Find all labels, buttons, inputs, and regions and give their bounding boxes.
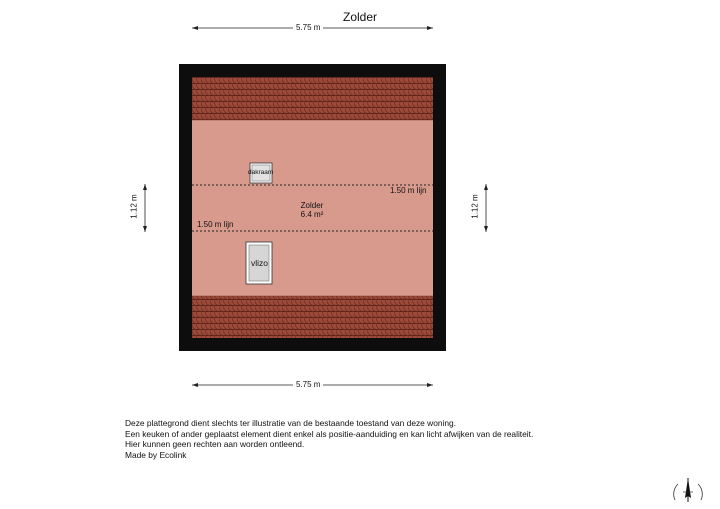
dimension-left-label: 1.12 m <box>130 191 139 221</box>
room-area: 6.4 m² <box>300 210 324 219</box>
disclaimer-line: Deze plattegrond dient slechts ter illustratie van de bestaande toestand van deze woning. <box>125 418 457 428</box>
north-arrow-icon <box>674 478 703 502</box>
room-label <box>291 201 333 219</box>
left-dimension <box>143 184 147 232</box>
disclaimer-line: Een keuken of ander geplaatst element dient enkel als positie-aanduiding en kan licht afwijken van de realiteit. <box>125 428 534 439</box>
disclaimer-credit: Made by Ecolink <box>125 449 187 460</box>
dimension-right-label: 1.12 m <box>471 191 480 221</box>
floor-title: Zolder <box>342 10 377 24</box>
hatch-label: vlizo <box>251 258 269 268</box>
dimension-bottom-label: 5.75 m <box>293 380 323 389</box>
room-name: Zolder <box>300 201 324 210</box>
skylight-label: dakraam <box>248 169 274 176</box>
dimension-top-label: 5.75 m <box>293 23 323 32</box>
disclaimer <box>125 418 533 460</box>
right-dimension <box>484 184 488 232</box>
roof-tiles-top <box>192 77 433 120</box>
height-line-upper-label: 1.50 m lijn <box>390 186 427 195</box>
height-line-lower-label: 1.50 m lijn <box>197 220 234 229</box>
disclaimer-line: Hier kunnen geen rechten aan worden ontleend. <box>125 439 305 450</box>
roof-tiles-bottom <box>192 296 433 338</box>
